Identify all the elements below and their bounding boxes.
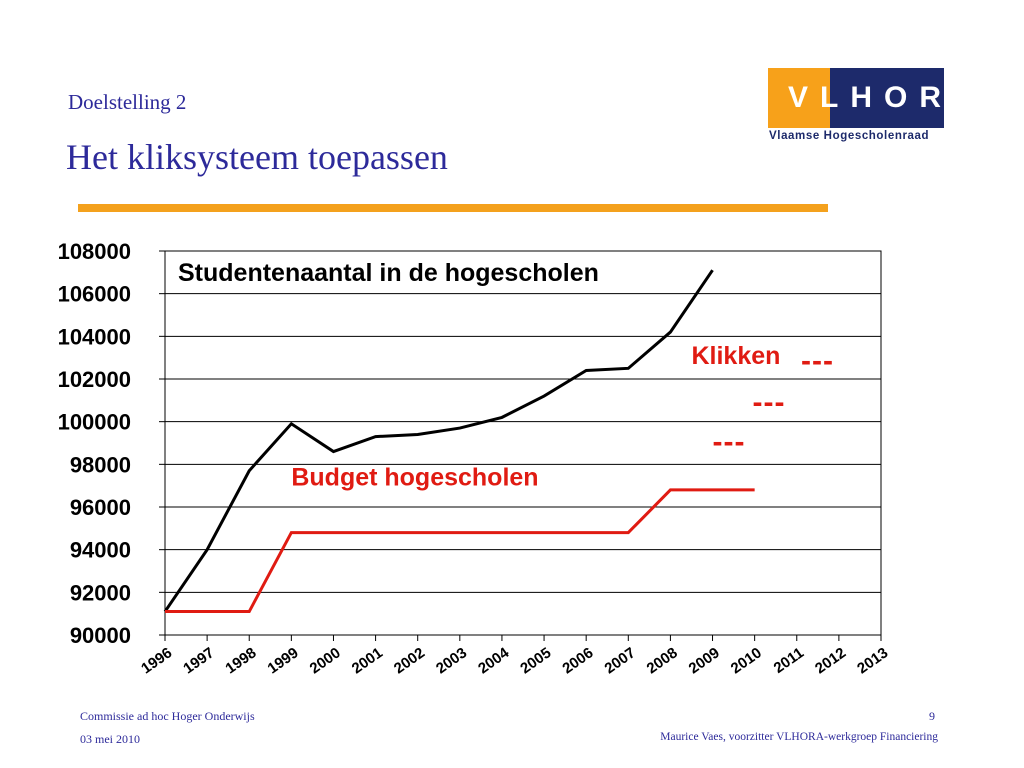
slide-subtitle: Doelstelling 2 <box>68 90 187 114</box>
footer-author: Maurice Vaes, voorzitter VLHORA-werkgroep Financiering <box>660 731 938 743</box>
x-tick-label: 1996 <box>138 644 176 678</box>
y-tick-label: 92000 <box>69 580 131 606</box>
y-tick-label: 98000 <box>69 452 131 478</box>
logo-tagline: Vlaamse Hogescholenraad <box>769 130 930 142</box>
y-tick-label: 100000 <box>57 409 131 435</box>
klikken-annotation: Klikken <box>691 342 781 371</box>
x-tick-label: 2010 <box>727 644 765 678</box>
x-tick-label: 2006 <box>559 644 597 678</box>
x-tick-label: 2001 <box>348 644 386 678</box>
logo-word-light: VL <box>788 81 851 114</box>
y-tick-label: 96000 <box>69 495 131 520</box>
x-tick-label: 2000 <box>306 644 344 678</box>
footer-page-number: 9 <box>929 709 935 723</box>
projection-dash-annotation: --- <box>800 344 834 378</box>
x-tick-label: 1998 <box>222 644 260 678</box>
projection-dash-annotation: --- <box>752 386 786 420</box>
budget-annotation: Budget hogescholen <box>291 463 539 492</box>
y-tick-label: 94000 <box>69 537 131 563</box>
y-tick-label: 104000 <box>57 324 131 350</box>
x-tick-label: 2007 <box>601 644 639 678</box>
x-tick-label: 2009 <box>685 644 723 678</box>
footer-committee: Commissie ad hoc Hoger Onderwijs <box>80 709 255 723</box>
y-tick-label: 102000 <box>57 367 131 392</box>
x-tick-label: 2008 <box>643 644 681 678</box>
y-tick-label: 90000 <box>69 623 131 648</box>
logo-word-dark: HORA <box>850 81 987 114</box>
projection-dash-annotation: --- <box>712 425 746 459</box>
x-tick-label: 2013 <box>854 644 892 678</box>
x-tick-label: 2003 <box>433 644 471 678</box>
slide-title: Het kliksysteem toepassen <box>66 137 448 177</box>
x-tick-label: 2011 <box>770 644 808 677</box>
x-tick-label: 1997 <box>180 644 218 678</box>
chart-title: Studentenaantal in de hogescholen <box>178 259 599 287</box>
x-tick-label: 2012 <box>812 644 850 678</box>
x-tick-label: 2004 <box>475 644 513 678</box>
footer-date: 03 mei 2010 <box>80 732 140 746</box>
y-tick-label: 106000 <box>57 281 131 307</box>
x-tick-label: 2005 <box>517 644 555 678</box>
x-tick-label: 1999 <box>264 644 302 678</box>
y-tick-label: 108000 <box>57 239 131 264</box>
x-tick-label: 2002 <box>390 644 429 678</box>
